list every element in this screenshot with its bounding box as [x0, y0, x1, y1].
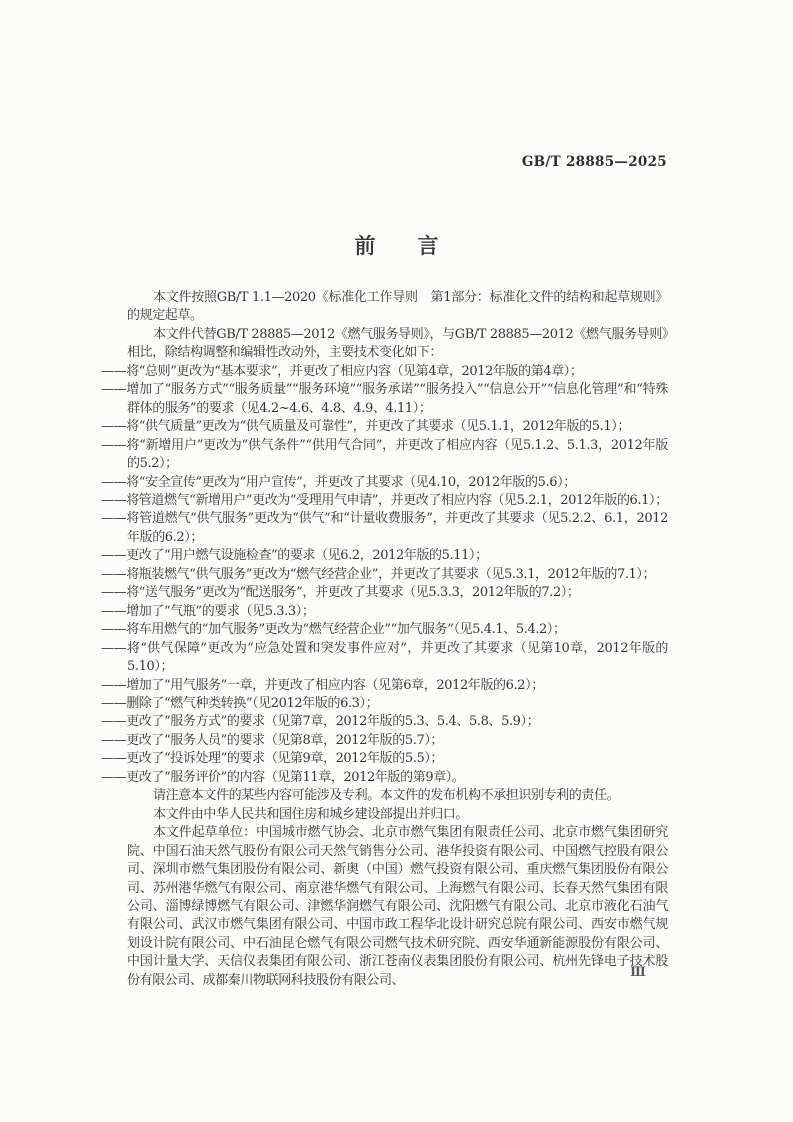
change-item: ——将“新增用户”更改为“供气条件”“供用气合同”，并更改了相应内容（见5.1.2、5.1.3，2012年版的5.2）；	[101, 437, 668, 472]
change-item: ——更改了“投诉处理”的要求（见第9章，2012年版的5.5）；	[101, 751, 444, 767]
page-number: Ⅲ	[630, 965, 646, 980]
change-item: ——增加了“气瓶”的要求（见5.3.3）；	[101, 603, 315, 619]
paragraph-issuing-body: 本文件由中华人民共和国住房和城乡建设部提出并归口。	[153, 806, 469, 822]
change-item: ——将“送气服务”更改为“配送服务”，并更改了其要求（见5.3.3，2012年版的7.2）；	[101, 585, 580, 601]
change-item: ——更改了“服务评价”的内容（见第11章，2012年版的第9章）。	[101, 769, 465, 785]
paragraph-replacement: 本文件代替GB/T 28885—2012《燃气服务导则》，与GB/T 28885—2012《燃气服务导则》相比，除结构调整和编辑性改动外，主要技术变化如下：	[127, 326, 668, 361]
change-item: ——将“供气保障”更改为“应急处置和突发事件应对”，并更改了其要求（见第10章，2012年版的5.10）；	[101, 640, 668, 675]
change-item: ——更改了“服务人员”的要求（见第8章，2012年版的5.7）；	[101, 732, 444, 748]
change-item: ——更改了“用户燃气设施检查”的要求（见6.2，2012年版的5.11）；	[101, 548, 488, 564]
change-item: ——将管道燃气“新增用户”更改为“受理用气申请”，并更改了相应内容（见5.2.1，2012年版的6.1）；	[101, 492, 668, 508]
change-item: ——增加了“用气服务”一章，并更改了相应内容（见第6章，2012年版的6.2）；	[101, 677, 544, 693]
change-item: ——更改了“服务方式”的要求（见第7章，2012年版的5.3、5.4、5.8、5.9）；	[101, 714, 540, 730]
change-item: ——将管道燃气“供气服务”更改为“供气”和“计量收费服务”，并更改了其要求（见5.2.2、6.1，2012年版的6.2）；	[101, 511, 668, 545]
page-title: 前 言	[354, 233, 439, 258]
change-item: ——将“总则”更改为“基本要求”，并更改了相应内容（见第4章，2012年版的第4章）；	[101, 363, 583, 379]
change-item: ——将瓶装燃气“供气服务”更改为“燃气经营企业”，并更改了其要求（见5.3.1，2012年版的7.1）；	[101, 566, 656, 582]
paragraph-patent-notice: 请注意本文件的某些内容可能涉及专利。本文件的发布机构不承担识别专利的责任。	[153, 788, 620, 804]
change-item: ——将“供气质量”更改为“供气质量及可靠性”，并更改了其要求（见5.1.1，2012年版的5.1）；	[101, 419, 630, 435]
change-item: ——删除了“燃气种类转换”（见2012年版的6.3）；	[101, 695, 379, 711]
change-item: ——将“安全宣传”更改为“用户宣传”，并更改了其要求（见4.10，2012年版的5.6）；	[101, 474, 576, 490]
change-item: ——将车用燃气的“加气服务”更改为“燃气经营企业”“加气服务”（见5.4.1、5.4.2）；	[101, 622, 566, 638]
standard-code-label: GB/T 28885—2025	[521, 154, 667, 170]
change-item: ——增加了“服务方式”“服务质量”“服务环境”“服务承诺”“服务投入”“信息公开”“信息化管理”和“特殊群体的服务”的要求（见4.2~4.6、4.8、4.9、4.11）；	[101, 382, 668, 416]
foreword-body	[101, 289, 668, 990]
paragraph-drafting-rule: 本文件按照GB/T 1.1—2020《标准化工作导则 第1部分：标准化文件的结构和起草规则》的规定起草。	[127, 290, 668, 324]
paragraph-drafting-units: 本文件起草单位：中国城市燃气协会、北京市燃气集团有限责任公司、北京市燃气集团研究院、中国石油天然气股份有限公司天然气销售分公司、港华投资有限公司、中国燃气控股有限公司、深圳市燃气集团股份有限公司、新奥（中国）燃气投资有限公司、重庆燃气集团股份有限公司、苏州港华燃气有限公司、南京港华燃气有限公司、上海燃气有限公司、长春天然气集团有限公司、淄博绿博燃气有限公司、津燃华润燃气有限公司、沈阳燃气有限公司、北京市液化石油气有限公司、武汉市燃气集团有限公司、中国市政工程华北设计研究总院有限公司、西安市燃气规划设计院有限公司、中石油昆仑燃气有限公司燃气技术研究院、西安华通新能源股份有限公司、中国计量大学、天信仪表集团有限公司、浙江苍南仪表集团股份有限公司、杭州先锋电子技术股份有限公司、成都秦川物联网科技股份有限公司、	[127, 825, 668, 988]
